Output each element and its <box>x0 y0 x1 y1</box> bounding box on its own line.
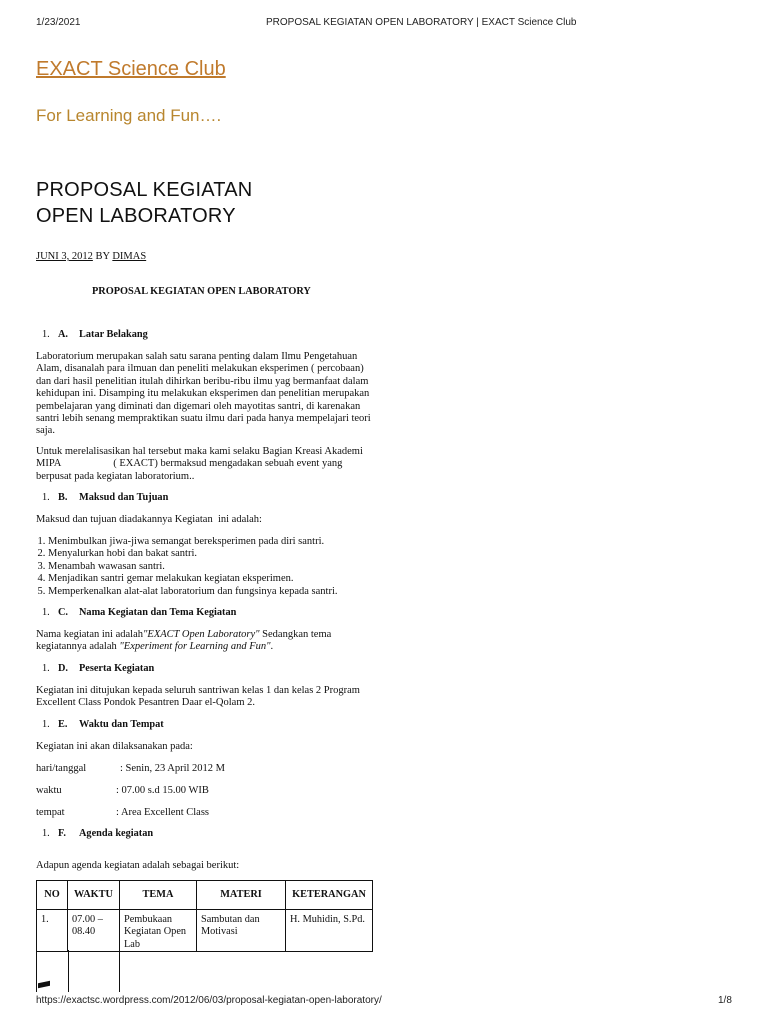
print-page-title: PROPOSAL KEGIATAN OPEN LABORATORY | EXACT Science Club <box>266 17 577 28</box>
schedule-tempat-value: : Area Excellent Class <box>116 807 210 818</box>
table-row <box>37 910 373 952</box>
column-header: NO <box>37 881 68 910</box>
column-header: KETERANGAN <box>286 881 373 910</box>
print-page-number: 1/8 <box>718 995 732 1006</box>
section-c-letter: C. <box>58 607 69 618</box>
section-d-number: 1. <box>42 663 50 674</box>
list-item: 2. Menyalurkan hobi dan bakat santri. <box>48 548 393 560</box>
section-b-title: Maksud dan Tujuan <box>79 492 169 503</box>
list-item: 3. Menambah wawasan santri. <box>48 561 393 573</box>
section-c-title: Nama Kegiatan dan Tema Kegiatan <box>79 607 237 618</box>
event-name: "EXACT Open Laboratory" <box>143 629 260 640</box>
table-cell: 07.00 – 08.40 <box>68 910 120 952</box>
column-header: TEMA <box>120 881 197 910</box>
table-cell: Sambutan dan Motivasi <box>197 910 286 952</box>
section-heading-a <box>42 329 148 341</box>
latar-paragraph-1: Laboratorium merupakan salah satu sarana penting dalam Ilmu Pengetahuan Alam, disanalah para ilmuan dan peneliti melakukan eksperimen ( percobaan) dan dari hasil penelitian itulah dihirkan beribu-ribu ilmu yag bermanfaat dalam kehidupan ini. Disamping itu melakukan eksperimen dan penelitian merupakan pembelajaran yang diminati dan digemari oleh mayotitas santri, di karenakan santri lebih senang mempraktikan suatu ilmu dari pada hanya mempelajari teori saja. <box>36 351 371 437</box>
section-e-letter: E. <box>58 719 68 730</box>
post-meta <box>36 251 146 262</box>
section-heading-c <box>42 607 236 619</box>
list-item: 1. Menimbulkan jiwa-jiwa semangat bereksperimen pada diri santri. <box>48 536 393 548</box>
post-title <box>36 177 252 229</box>
table-continuation-col-3 <box>119 950 120 992</box>
post-title-line-2: OPEN LABORATORY <box>36 205 236 227</box>
nama-line-2-text: kegiatannya adalah <box>36 641 120 652</box>
schedule-waktu-label: waktu <box>36 785 62 796</box>
peserta-paragraph: Kegiatan ini ditujukan kepada seluruh santriwan kelas 1 dan kelas 2 Program Excellent Class Pondok Pesantren Daar el-Qolam 2. <box>36 685 360 709</box>
section-a-letter: A. <box>58 329 69 340</box>
document-heading: PROPOSAL KEGIATAN OPEN LABORATORY <box>92 286 311 297</box>
section-d-title: Peserta Kegiatan <box>79 663 155 674</box>
nama-line-2-tail: . <box>270 641 274 652</box>
section-e-title: Waktu dan Tempat <box>79 719 164 730</box>
section-heading-b <box>42 492 168 504</box>
nama-line-1-tail: Sedangkan tema <box>259 629 332 640</box>
schedule-hari-value: : Senin, 23 April 2012 M <box>120 763 226 774</box>
section-d-letter: D. <box>58 663 69 674</box>
table-cell: 1. <box>37 910 68 952</box>
section-e-number: 1. <box>42 719 50 730</box>
site-title-link[interactable]: EXACT Science Club <box>36 58 226 80</box>
list-item: 5. Memperkenalkan alat-alat laboratorium dan fungsinya kepada santri. <box>48 586 393 598</box>
event-theme: "Experiment for Learning and Fun" <box>119 641 271 652</box>
nama-line-2 <box>36 641 273 653</box>
section-a-number: 1. <box>42 329 50 340</box>
section-heading-d <box>42 663 154 675</box>
column-header: WAKTU <box>68 881 120 910</box>
section-f-title: Agenda kegiatan <box>79 828 154 839</box>
agenda-intro: Adapun agenda kegiatan adalah sebagai berikut: <box>36 860 240 871</box>
table-cell: H. Muhidin, S.Pd. <box>286 910 373 952</box>
schedule-hari-label: hari/tanggal <box>36 763 87 774</box>
post-date-link[interactable]: JUNI 3, 2012 <box>36 251 93 262</box>
table-header-row <box>37 881 373 910</box>
nama-line-1-text: Nama kegiatan ini adalah <box>36 629 143 640</box>
print-date: 1/23/2021 <box>36 17 81 28</box>
tujuan-list <box>36 536 393 598</box>
maksud-intro: Maksud dan tujuan diadakannya Kegiatan ini adalah: <box>36 514 262 525</box>
post-by-label: BY <box>95 251 110 262</box>
section-c-number: 1. <box>42 607 50 618</box>
section-b-letter: B. <box>58 492 68 503</box>
site-tagline: For Learning and Fun…. <box>36 106 222 125</box>
table-cell: Pembukaan Kegiatan Open Lab <box>120 910 197 952</box>
schedule-tempat-label: tempat <box>36 807 65 818</box>
section-a-title: Latar Belakang <box>79 329 148 340</box>
section-heading-f <box>42 828 153 840</box>
nama-line-1 <box>36 629 331 641</box>
agenda-table <box>36 880 373 952</box>
section-f-number: 1. <box>42 828 50 839</box>
section-f-letter: F. <box>58 828 66 839</box>
section-b-number: 1. <box>42 492 50 503</box>
waktu-intro: Kegiatan ini akan dilaksanakan pada: <box>36 741 193 752</box>
list-item: 4. Menjadikan santri gemar melakukan kegiatan eksperimen. <box>48 573 393 585</box>
post-author-link[interactable]: DIMAS <box>112 251 147 262</box>
column-header: MATERI <box>197 881 286 910</box>
print-url: https://exactsc.wordpress.com/2012/06/03/proposal-kegiatan-open-laboratory/ <box>36 995 382 1006</box>
section-heading-e <box>42 719 164 731</box>
latar-paragraph-2: Untuk merelalisasikan hal tersebut maka kami selaku Bagian Kreasi Akademi MIPA ( EXACT) bermaksud mengadakan sebuah event yang berpusat pada kegiatan laboratorium.. <box>36 446 366 482</box>
post-title-line-1: PROPOSAL KEGIATAN <box>36 179 253 201</box>
schedule-waktu-value: : 07.00 s.d 15.00 WIB <box>116 785 209 796</box>
